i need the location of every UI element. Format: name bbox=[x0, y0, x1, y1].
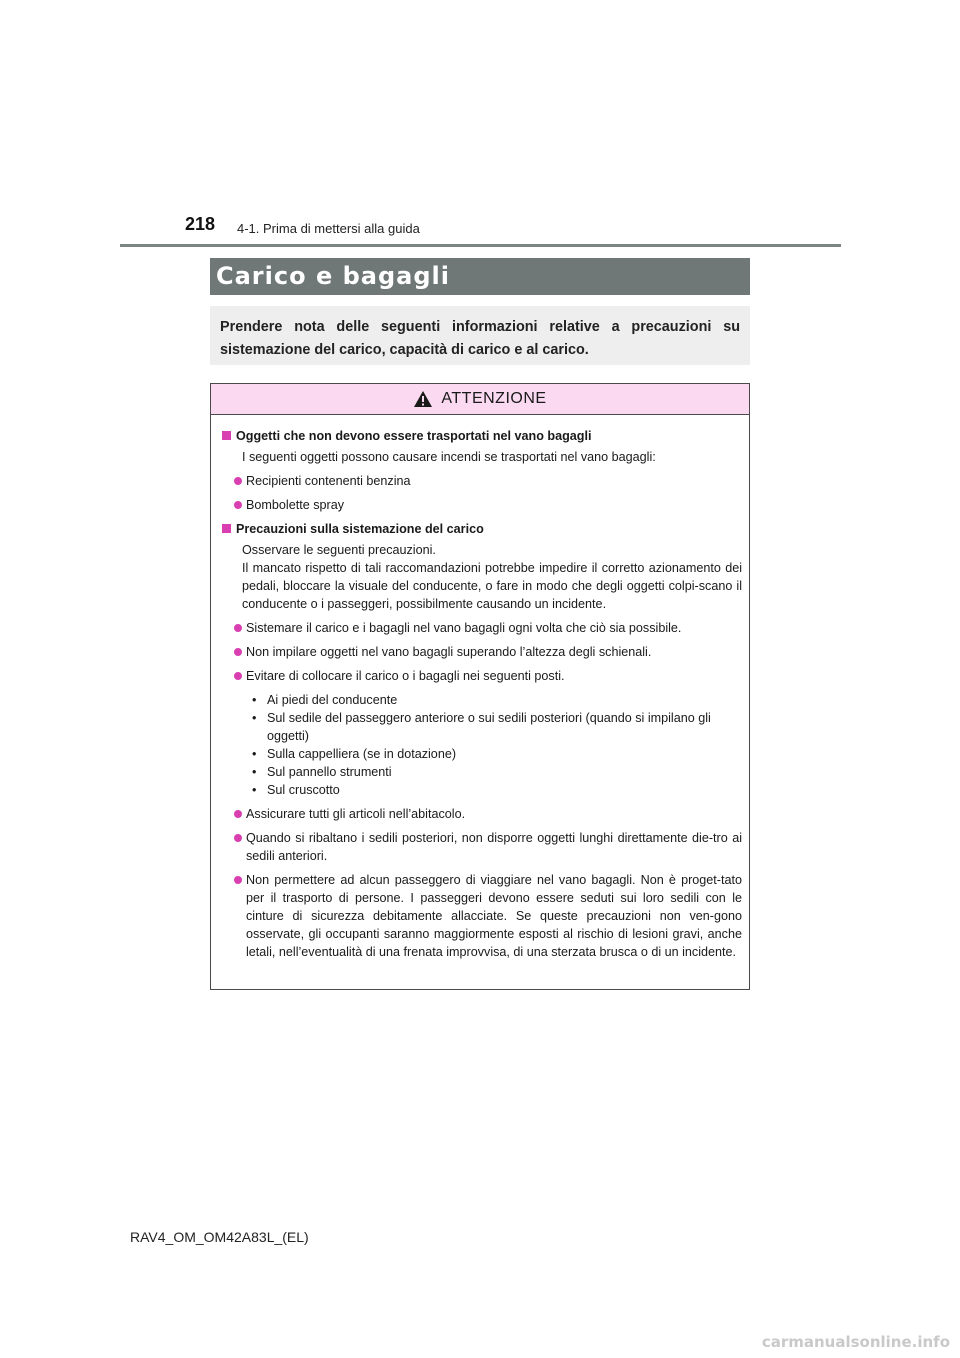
list-item-text: Sistemare il carico e i bagagli nel vano bagagli ogni volta che ciò sia possibile. bbox=[246, 621, 682, 635]
list-item bbox=[222, 829, 742, 865]
sub-list-item-text: Ai piedi del conducente bbox=[267, 693, 398, 707]
page-number: 218 bbox=[185, 214, 216, 234]
round-bullet-icon bbox=[234, 648, 242, 656]
intro-text: Prendere nota delle seguenti informazioni relative a precauzioni su sistemazione del carico, capacità di carico e al carico. bbox=[220, 319, 740, 358]
section-paragraph: I seguenti oggetti possono causare incendi se trasportati nel vano bagagli: bbox=[242, 450, 656, 464]
sub-list bbox=[222, 691, 742, 799]
sub-list-item bbox=[252, 691, 742, 709]
square-bullet-icon bbox=[222, 431, 231, 440]
list-item bbox=[222, 472, 742, 490]
list-item bbox=[222, 805, 742, 823]
round-bullet-icon bbox=[234, 834, 242, 842]
section-heading-text: Oggetti che non devono essere trasportati nel vano bagagli bbox=[236, 429, 592, 443]
intro-box bbox=[210, 306, 750, 365]
sub-list-item-text: Sul sedile del passeggero anteriore o sui sedili posteriori (quando si impilano gli oggetti) bbox=[267, 711, 711, 743]
sub-list-item bbox=[252, 781, 742, 799]
warning-box bbox=[210, 383, 750, 990]
warning-title: ATTENZIONE bbox=[441, 390, 547, 407]
header-divider bbox=[120, 244, 841, 247]
sub-list-item bbox=[252, 709, 742, 745]
paragraph-line: Il mancato rispetto di tali raccomandazioni potrebbe impedire il corretto azionamento dei pedali, bloccare la visuale del conducente, o fare in modo che degli oggetti colpi-scano il conducente o i passeggeri, possibilmente causando un incidente. bbox=[242, 561, 742, 611]
list-item bbox=[222, 496, 742, 514]
list-item-text: Recipienti contenenti benzina bbox=[246, 474, 411, 488]
round-bullet-icon bbox=[234, 501, 242, 509]
sub-bullet-marker: • bbox=[252, 747, 257, 761]
round-bullet-icon bbox=[234, 876, 242, 884]
warning-triangle-icon bbox=[413, 390, 433, 408]
sub-list-item-text: Sulla cappelliera (se in dotazione) bbox=[267, 747, 457, 761]
document-code: RAV4_OM_OM42A83L_(EL) bbox=[130, 1229, 309, 1245]
section-heading bbox=[222, 427, 742, 445]
sub-list-item-text: Sul cruscotto bbox=[267, 783, 340, 797]
list-item-text: Non permettere ad alcun passeggero di viaggiare nel vano bagagli. Non è proget-tato per il trasporto di persone. I passeggeri devono essere seduti sui loro sedili con le cinture di sicurezza debitamente allacciate. Se queste precauzioni non ven-gono osservate, gli occupanti saranno maggiormente esposti al rischio di lesioni gravi, anche letali, nell’eventualità di una frenata improvvisa, di una sterzata brusca o di un incidente. bbox=[246, 873, 742, 959]
list-item-text: Quando si ribaltano i sedili posteriori, non disporre oggetti lunghi direttamente die-tro ai sedili anteriori. bbox=[246, 831, 742, 863]
sub-bullet-marker: • bbox=[252, 783, 257, 797]
round-bullet-icon bbox=[234, 810, 242, 818]
page-title: Carico e bagagli bbox=[216, 262, 450, 290]
sub-bullet-marker: • bbox=[252, 693, 257, 707]
warning-header bbox=[211, 384, 749, 415]
list-item-text: Bombolette spray bbox=[246, 498, 345, 512]
list-item-text: Non impilare oggetti nel vano bagagli superando l’altezza degli schienali. bbox=[246, 645, 652, 659]
round-bullet-icon bbox=[234, 477, 242, 485]
paragraph-line: Osservare le seguenti precauzioni. bbox=[242, 543, 436, 557]
sub-list-item bbox=[252, 745, 742, 763]
section-heading bbox=[222, 520, 742, 538]
list-item bbox=[222, 667, 742, 685]
watermark: carmanualsonline.info bbox=[761, 1333, 950, 1351]
sub-bullet-marker: • bbox=[252, 711, 257, 725]
round-bullet-icon bbox=[234, 624, 242, 632]
sub-list-item bbox=[252, 763, 742, 781]
warning-body bbox=[211, 415, 749, 961]
list-item bbox=[222, 643, 742, 661]
list-item bbox=[222, 619, 742, 637]
list-item-text: Evitare di collocare il carico o i bagagli nei seguenti posti. bbox=[246, 669, 565, 683]
list-item-text: Assicurare tutti gli articoli nell’abitacolo. bbox=[246, 807, 466, 821]
round-bullet-icon bbox=[234, 672, 242, 680]
sub-bullet-marker: • bbox=[252, 765, 257, 779]
square-bullet-icon bbox=[222, 524, 231, 533]
sub-list-item-text: Sul pannello strumenti bbox=[267, 765, 392, 779]
section-paragraph bbox=[222, 541, 742, 613]
title-bar bbox=[210, 258, 750, 295]
section-reference: 4-1. Prima di mettersi alla guida bbox=[237, 221, 420, 236]
section-heading-text: Precauzioni sulla sistemazione del carico bbox=[236, 522, 484, 536]
list-item bbox=[222, 871, 742, 961]
